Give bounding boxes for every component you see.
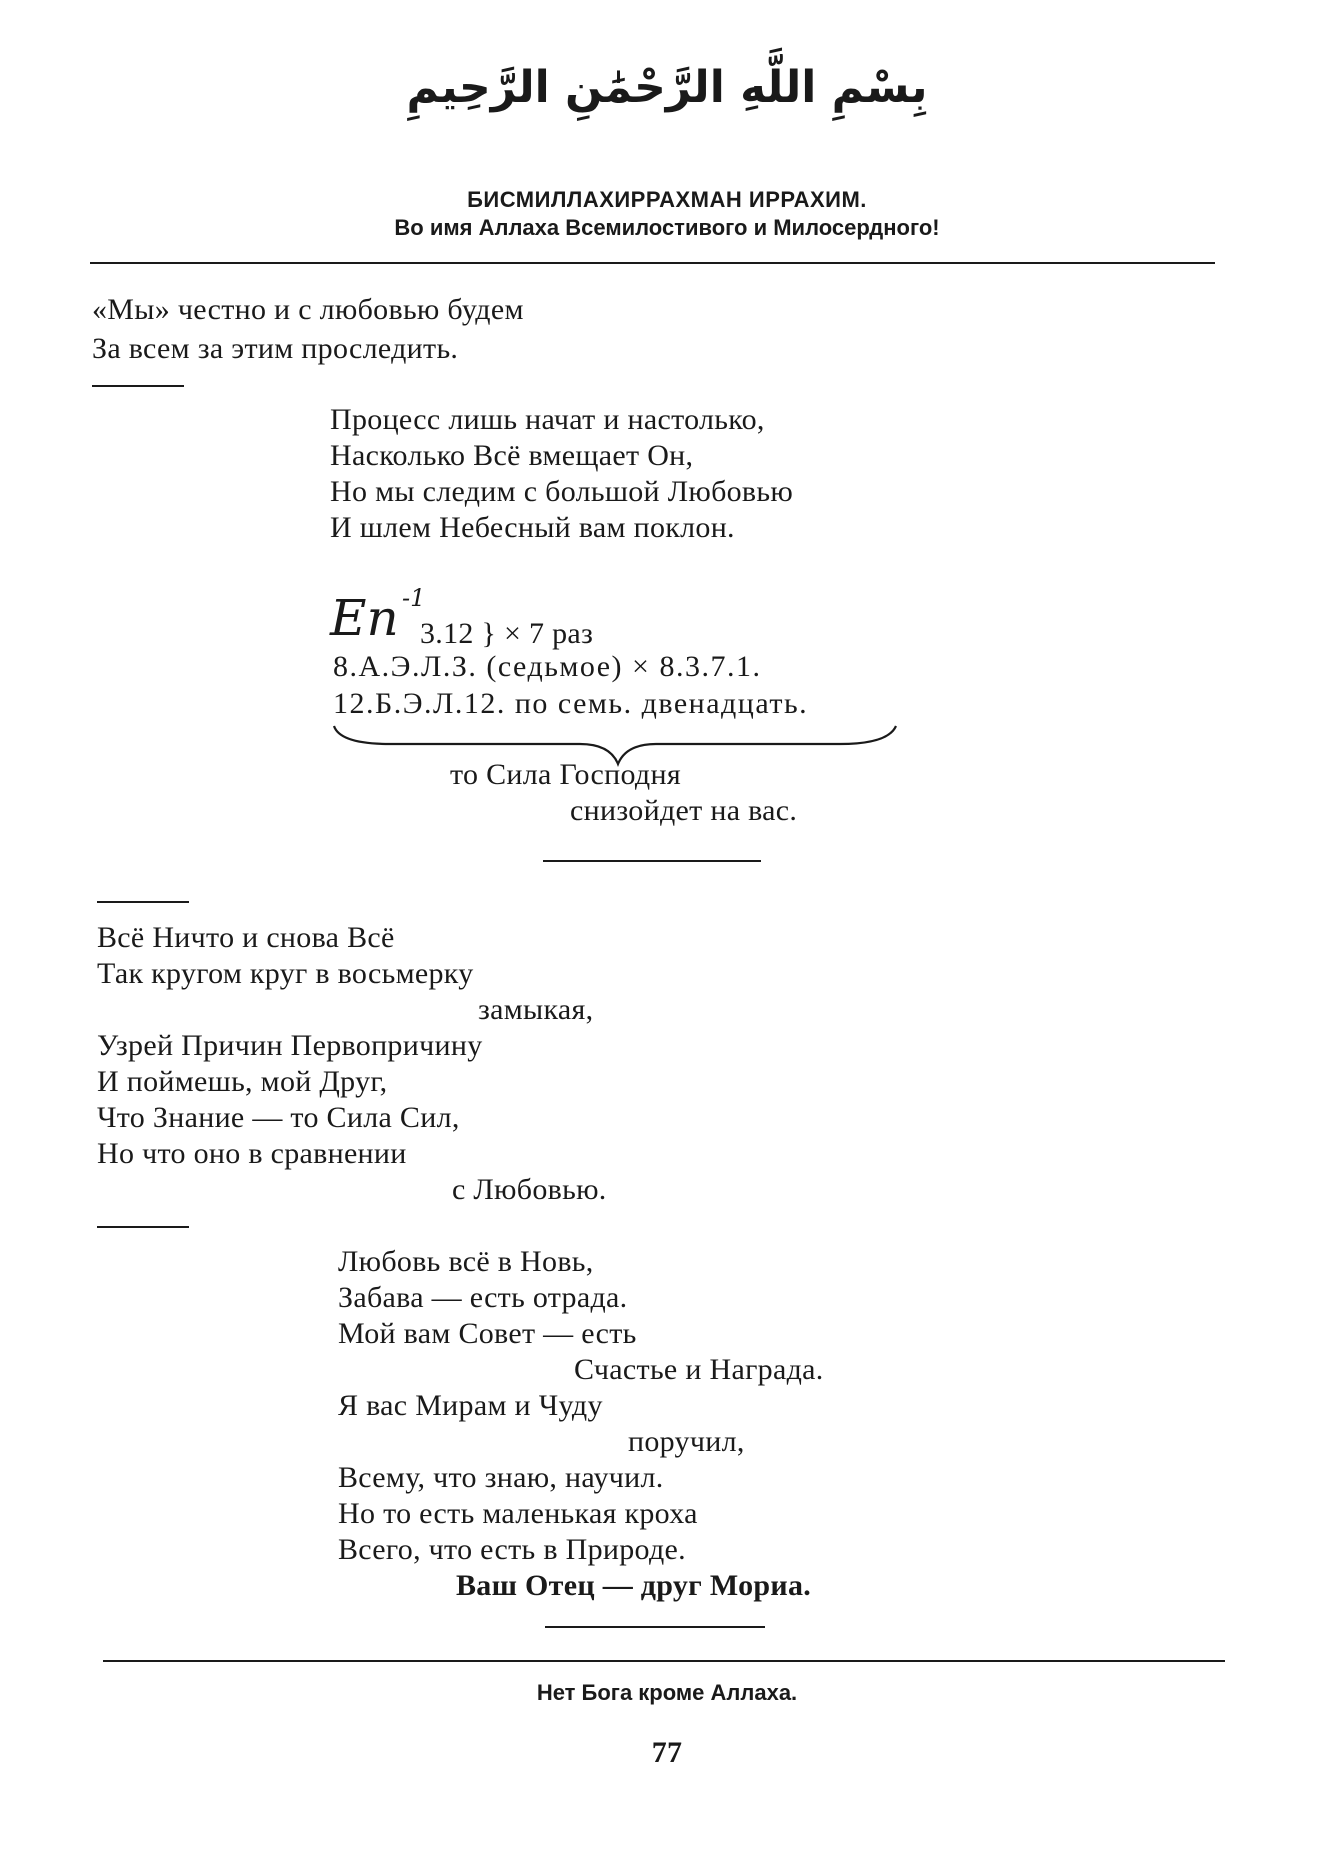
formula-handwritten: En [330, 589, 399, 647]
formula-line-1: 3.12 } × 7 раз [420, 617, 594, 650]
stanza-5-line-3: Мой вам Совет — есть [338, 1317, 637, 1350]
stanza-5-line-1: Любовь всё в Новь, [338, 1245, 594, 1278]
stanza-4-line-1: Всё Ничто и снова Всё [97, 921, 395, 954]
stanza-4-line-4: Узрей Причин Первопричину [97, 1029, 483, 1062]
footer-divider [103, 1660, 1225, 1662]
stanza-5-line-7: Всему, что знаю, научил. [338, 1461, 664, 1494]
stanza-2-line-2: Насколько Всё вмещает Он, [330, 439, 694, 472]
stanza-2-line-3: Но мы следим с большой Любовью [330, 475, 794, 508]
short-divider-2 [97, 901, 189, 903]
formula-line-3: 12.Б.Э.Л.12. по семь. двенадцать. [333, 687, 809, 720]
footer-text: Нет Бога кроме Аллаха. [536, 1680, 798, 1705]
stanza-4-line-5: И поймешь, мой Друг, [97, 1065, 388, 1098]
stanza-1-line-2: За всем за этим проследить. [92, 332, 459, 365]
short-divider-3 [97, 1226, 189, 1228]
stanza-5-line-5: Я вас Мирам и Чуду [338, 1389, 603, 1422]
stanza-2-line-1: Процесс лишь начат и настолько, [330, 403, 765, 436]
formula-line-2: 8.А.Э.Л.З. (седьмое) × 8.3.7.1. [333, 650, 762, 683]
stanza-5-line-2: Забава — есть отрада. [338, 1281, 628, 1314]
bismillah-calligraphy: بِسْمِ اللَّهِ الرَّحْمَٰنِ الرَّحِيمِ [406, 62, 928, 113]
stanza-4-line-6: Что Знание — то Сила Сил, [97, 1101, 460, 1134]
page-number: 77 [651, 1736, 683, 1769]
stanza-3-line-1: то Сила Господня [450, 758, 681, 791]
short-divider [92, 385, 184, 387]
stanza-2-line-4: И шлем Небесный вам поклон. [330, 511, 735, 544]
header-divider [90, 262, 1215, 264]
stanza-5-line-9: Всего, что есть в Природе. [338, 1533, 686, 1566]
stanza-3-line-2: снизойдет на вас. [570, 794, 798, 827]
formula-superscript: -1 [402, 584, 426, 612]
stanza-4-line-2: Так кругом круг в восьмерку [97, 957, 474, 990]
stanza-1-line-1: «Мы» честно и с любовью будем [92, 293, 524, 326]
stanza-4-line-7: Но что оно в сравнении [97, 1137, 407, 1170]
stanza-4-line-3: замыкая, [478, 993, 594, 1026]
stanza-5-line-8: Но то есть маленькая кроха [338, 1497, 698, 1530]
stanza-5-line-4: Счастье и Награда. [574, 1353, 824, 1386]
signature-divider [545, 1626, 765, 1628]
centered-divider [543, 860, 761, 862]
header-title: БИСМИЛЛАХИРРАХМАН ИРРАХИМ. [467, 187, 867, 212]
header-subtitle: Во имя Аллаха Всемилостивого и Милосердного! [394, 215, 940, 240]
signature: Ваш Отец — друг Мориа. [456, 1569, 812, 1602]
stanza-4-line-8: с Любовью. [452, 1173, 607, 1206]
stanza-5-line-6: поручил, [628, 1425, 745, 1458]
